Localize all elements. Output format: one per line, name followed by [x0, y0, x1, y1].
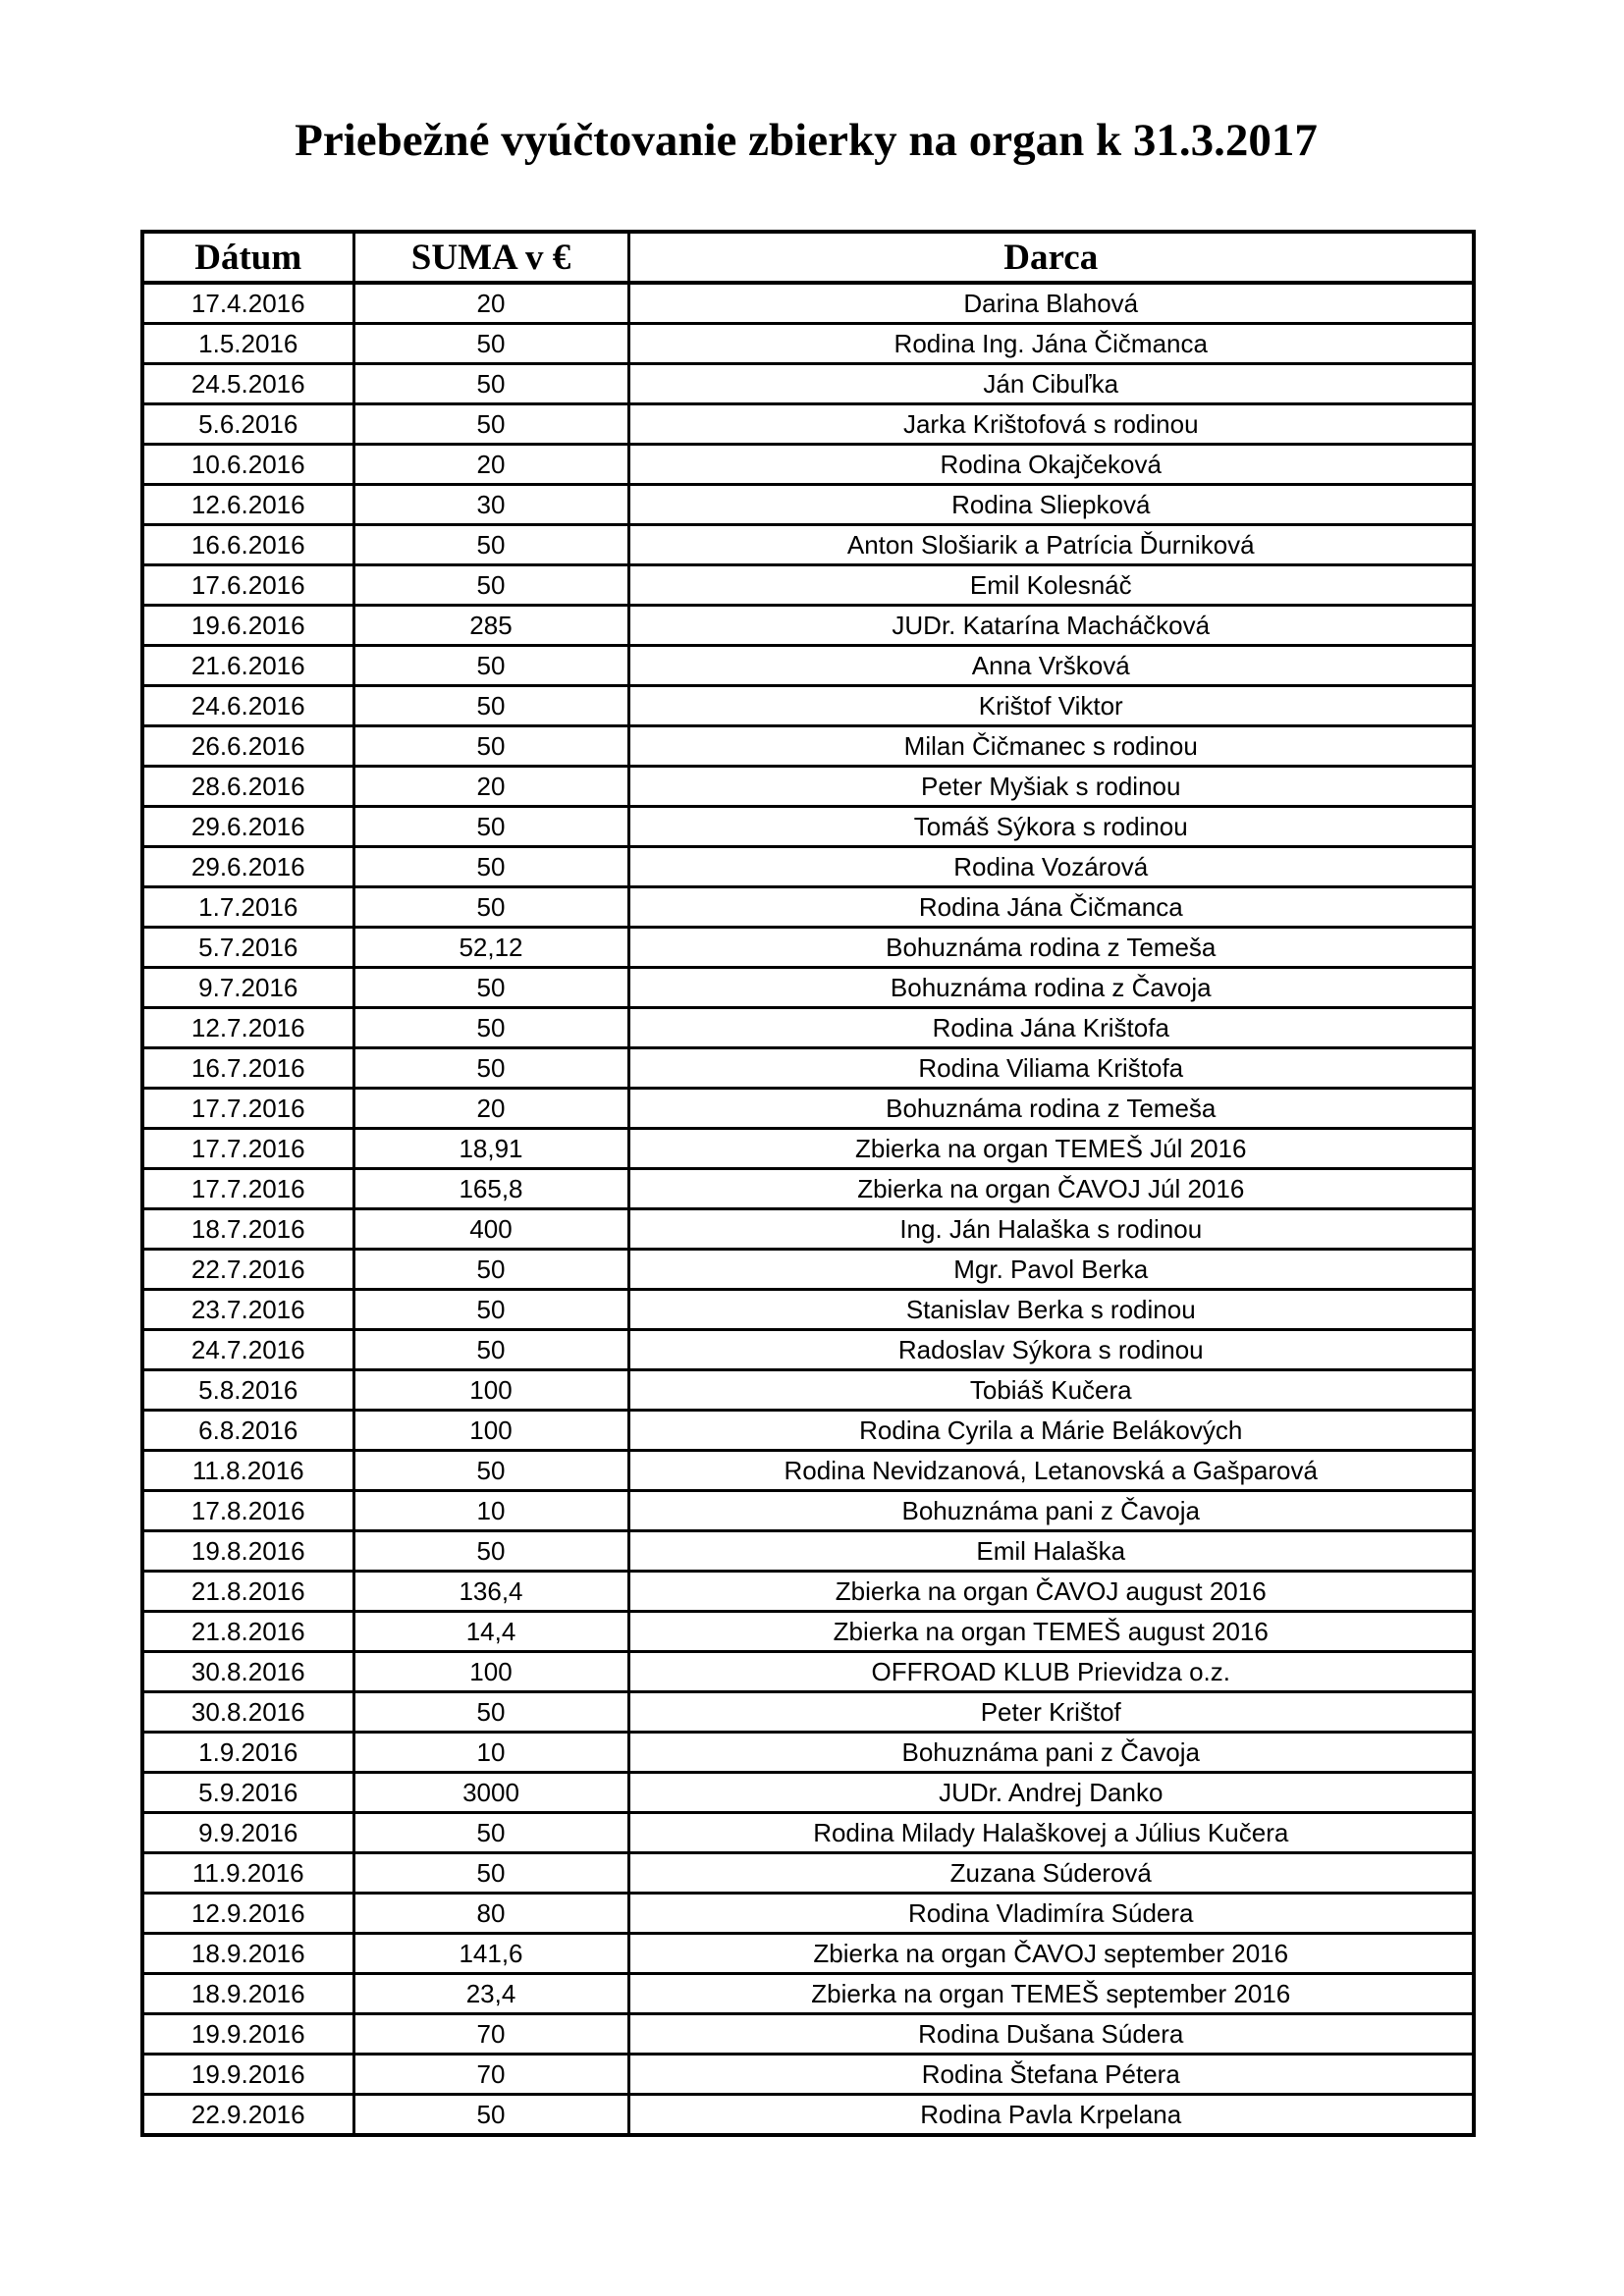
amount-cell: 20 [353, 283, 628, 324]
table-row [142, 686, 1474, 726]
date-cell: 1.9.2016 [142, 1733, 353, 1773]
table-row [142, 1451, 1474, 1491]
table-row [142, 565, 1474, 606]
donor-cell: Rodina Sliepková [628, 485, 1474, 525]
table-row [142, 485, 1474, 525]
table-row [142, 1853, 1474, 1894]
donor-cell: Mgr. Pavol Berka [628, 1250, 1474, 1290]
date-cell: 9.7.2016 [142, 968, 353, 1008]
donor-cell: Rodina Vladimíra Súdera [628, 1894, 1474, 1934]
donor-cell: Emil Kolesnáč [628, 565, 1474, 606]
amount-cell: 50 [353, 847, 628, 887]
table-row [142, 1652, 1474, 1692]
table-row [142, 726, 1474, 767]
donor-cell: Rodina Vozárová [628, 847, 1474, 887]
table-row [142, 1169, 1474, 1209]
amount-cell: 50 [353, 525, 628, 565]
date-cell: 12.6.2016 [142, 485, 353, 525]
table-row [142, 1612, 1474, 1652]
date-cell: 19.9.2016 [142, 2014, 353, 2055]
date-cell: 9.9.2016 [142, 1813, 353, 1853]
date-cell: 12.9.2016 [142, 1894, 353, 1934]
donor-cell: Zbierka na organ ČAVOJ Júl 2016 [628, 1169, 1474, 1209]
donor-cell: JUDr. Andrej Danko [628, 1773, 1474, 1813]
date-cell: 24.6.2016 [142, 686, 353, 726]
header-donor: Darca [628, 232, 1474, 283]
date-cell: 5.6.2016 [142, 404, 353, 445]
amount-cell: 18,91 [353, 1129, 628, 1169]
table-row [142, 807, 1474, 847]
table-row [142, 1048, 1474, 1089]
donor-cell: Ing. Ján Halaška s rodinou [628, 1209, 1474, 1250]
table-row [142, 1491, 1474, 1531]
donor-cell: Rodina Cyrila a Márie Belákových [628, 1411, 1474, 1451]
table-row [142, 2055, 1474, 2095]
table-row [142, 847, 1474, 887]
date-cell: 16.7.2016 [142, 1048, 353, 1089]
date-cell: 19.9.2016 [142, 2055, 353, 2095]
amount-cell: 50 [353, 1250, 628, 1290]
date-cell: 29.6.2016 [142, 847, 353, 887]
amount-cell: 141,6 [353, 1934, 628, 1974]
date-cell: 30.8.2016 [142, 1692, 353, 1733]
amount-cell: 30 [353, 485, 628, 525]
donor-cell: Peter Myšiak s rodinou [628, 767, 1474, 807]
table-row [142, 1290, 1474, 1330]
date-cell: 18.7.2016 [142, 1209, 353, 1250]
amount-cell: 20 [353, 767, 628, 807]
date-cell: 11.9.2016 [142, 1853, 353, 1894]
table-row [142, 2095, 1474, 2136]
date-cell: 28.6.2016 [142, 767, 353, 807]
date-cell: 22.7.2016 [142, 1250, 353, 1290]
table-row [142, 1250, 1474, 1290]
date-cell: 17.7.2016 [142, 1129, 353, 1169]
amount-cell: 50 [353, 1692, 628, 1733]
amount-cell: 10 [353, 1491, 628, 1531]
amount-cell: 50 [353, 1451, 628, 1491]
date-cell: 30.8.2016 [142, 1652, 353, 1692]
amount-cell: 50 [353, 404, 628, 445]
table-header [142, 232, 1474, 283]
amount-cell: 80 [353, 1894, 628, 1934]
table-row [142, 445, 1474, 485]
donor-cell: Bohuznáma pani z Čavoja [628, 1491, 1474, 1531]
donor-cell: Rodina Nevidzanová, Letanovská a Gašparová [628, 1451, 1474, 1491]
date-cell: 23.7.2016 [142, 1290, 353, 1330]
table-row [142, 1773, 1474, 1813]
date-cell: 24.7.2016 [142, 1330, 353, 1370]
date-cell: 1.7.2016 [142, 887, 353, 928]
donor-cell: Darina Blahová [628, 283, 1474, 324]
table-row [142, 364, 1474, 404]
amount-cell: 50 [353, 565, 628, 606]
donor-cell: Zbierka na organ TEMEŠ Júl 2016 [628, 1129, 1474, 1169]
date-cell: 11.8.2016 [142, 1451, 353, 1491]
amount-cell: 50 [353, 1813, 628, 1853]
amount-cell: 165,8 [353, 1169, 628, 1209]
table-row [142, 968, 1474, 1008]
date-cell: 12.7.2016 [142, 1008, 353, 1048]
donor-cell: Anna Vršková [628, 646, 1474, 686]
amount-cell: 285 [353, 606, 628, 646]
table-row [142, 1209, 1474, 1250]
table-row [142, 2014, 1474, 2055]
donor-cell: JUDr. Katarína Macháčková [628, 606, 1474, 646]
donor-cell: Emil Halaška [628, 1531, 1474, 1572]
amount-cell: 10 [353, 1733, 628, 1773]
amount-cell: 20 [353, 1089, 628, 1129]
table-row [142, 887, 1474, 928]
date-cell: 16.6.2016 [142, 525, 353, 565]
header-date: Dátum [142, 232, 353, 283]
amount-cell: 50 [353, 968, 628, 1008]
donor-cell: Rodina Jána Čičmanca [628, 887, 1474, 928]
amount-cell: 100 [353, 1411, 628, 1451]
table-row [142, 1008, 1474, 1048]
amount-cell: 50 [353, 726, 628, 767]
donor-cell: Bohuznáma pani z Čavoja [628, 1733, 1474, 1773]
donor-cell: Zbierka na organ TEMEŠ september 2016 [628, 1974, 1474, 2014]
amount-cell: 50 [353, 324, 628, 364]
date-cell: 5.9.2016 [142, 1773, 353, 1813]
table-row [142, 1572, 1474, 1612]
amount-cell: 50 [353, 1290, 628, 1330]
donor-cell: Rodina Štefana Pétera [628, 2055, 1474, 2095]
amount-cell: 20 [353, 445, 628, 485]
date-cell: 21.8.2016 [142, 1572, 353, 1612]
date-cell: 22.9.2016 [142, 2095, 353, 2136]
donations-table [140, 230, 1476, 2137]
amount-cell: 100 [353, 1652, 628, 1692]
date-cell: 19.8.2016 [142, 1531, 353, 1572]
donor-cell: Rodina Jána Krištofa [628, 1008, 1474, 1048]
table-row [142, 1330, 1474, 1370]
table-row [142, 1089, 1474, 1129]
date-cell: 21.6.2016 [142, 646, 353, 686]
date-cell: 17.7.2016 [142, 1089, 353, 1129]
amount-cell: 14,4 [353, 1612, 628, 1652]
date-cell: 17.7.2016 [142, 1169, 353, 1209]
donor-cell: Bohuznáma rodina z Temeša [628, 928, 1474, 968]
donor-cell: Radoslav Sýkora s rodinou [628, 1330, 1474, 1370]
amount-cell: 136,4 [353, 1572, 628, 1612]
date-cell: 17.4.2016 [142, 283, 353, 324]
donor-cell: Jarka Krištofová s rodinou [628, 404, 1474, 445]
table-row [142, 1733, 1474, 1773]
page-title: Priebežné vyúčtovanie zbierky na organ k 31.3.2017 [295, 115, 1318, 166]
amount-cell: 70 [353, 2014, 628, 2055]
table-row [142, 1894, 1474, 1934]
donor-cell: Rodina Viliama Krištofa [628, 1048, 1474, 1089]
amount-cell: 3000 [353, 1773, 628, 1813]
amount-cell: 50 [353, 1531, 628, 1572]
date-cell: 1.5.2016 [142, 324, 353, 364]
amount-cell: 100 [353, 1370, 628, 1411]
table-row [142, 1129, 1474, 1169]
table-row [142, 1692, 1474, 1733]
amount-cell: 50 [353, 646, 628, 686]
donor-cell: Bohuznáma rodina z Čavoja [628, 968, 1474, 1008]
amount-cell: 50 [353, 364, 628, 404]
table-row [142, 1974, 1474, 2014]
table-row [142, 1531, 1474, 1572]
donor-cell: Anton Slošiarik a Patrícia Ďurniková [628, 525, 1474, 565]
donor-cell: Krištof Viktor [628, 686, 1474, 726]
donor-cell: Stanislav Berka s rodinou [628, 1290, 1474, 1330]
amount-cell: 50 [353, 1330, 628, 1370]
table-row [142, 767, 1474, 807]
amount-cell: 50 [353, 1853, 628, 1894]
table-row [142, 1370, 1474, 1411]
donor-cell: Zbierka na organ TEMEŠ august 2016 [628, 1612, 1474, 1652]
amount-cell: 400 [353, 1209, 628, 1250]
amount-cell: 50 [353, 686, 628, 726]
donor-cell: Rodina Ing. Jána Čičmanca [628, 324, 1474, 364]
table-row [142, 283, 1474, 324]
donor-cell: Peter Krištof [628, 1692, 1474, 1733]
date-cell: 10.6.2016 [142, 445, 353, 485]
date-cell: 5.7.2016 [142, 928, 353, 968]
date-cell: 17.8.2016 [142, 1491, 353, 1531]
donor-cell: Zbierka na organ ČAVOJ september 2016 [628, 1934, 1474, 1974]
amount-cell: 50 [353, 2095, 628, 2136]
donor-cell: Milan Čičmanec s rodinou [628, 726, 1474, 767]
donor-cell: Rodina Okajčeková [628, 445, 1474, 485]
donor-cell: Rodina Milady Halaškovej a Július Kučera [628, 1813, 1474, 1853]
table-body [142, 283, 1474, 2135]
donor-cell: OFFROAD KLUB Prievidza o.z. [628, 1652, 1474, 1692]
table-row [142, 1411, 1474, 1451]
date-cell: 19.6.2016 [142, 606, 353, 646]
date-cell: 29.6.2016 [142, 807, 353, 847]
header-row [142, 232, 1474, 283]
header-amount: SUMA v € [353, 232, 628, 283]
date-cell: 17.6.2016 [142, 565, 353, 606]
amount-cell: 70 [353, 2055, 628, 2095]
date-cell: 21.8.2016 [142, 1612, 353, 1652]
donor-cell: Tomáš Sýkora s rodinou [628, 807, 1474, 847]
table-row [142, 1813, 1474, 1853]
donor-cell: Tobiáš Kučera [628, 1370, 1474, 1411]
date-cell: 6.8.2016 [142, 1411, 353, 1451]
donor-cell: Rodina Pavla Krpelana [628, 2095, 1474, 2136]
date-cell: 5.8.2016 [142, 1370, 353, 1411]
table-row [142, 525, 1474, 565]
table-row [142, 1934, 1474, 1974]
donor-cell: Ján Cibuľka [628, 364, 1474, 404]
table-row [142, 606, 1474, 646]
donor-cell: Bohuznáma rodina z Temeša [628, 1089, 1474, 1129]
amount-cell: 50 [353, 1008, 628, 1048]
donor-cell: Rodina Dušana Súdera [628, 2014, 1474, 2055]
amount-cell: 50 [353, 887, 628, 928]
date-cell: 18.9.2016 [142, 1974, 353, 2014]
donor-cell: Zbierka na organ ČAVOJ august 2016 [628, 1572, 1474, 1612]
amount-cell: 23,4 [353, 1974, 628, 2014]
amount-cell: 50 [353, 1048, 628, 1089]
table-row [142, 646, 1474, 686]
date-cell: 18.9.2016 [142, 1934, 353, 1974]
amount-cell: 52,12 [353, 928, 628, 968]
table-row [142, 324, 1474, 364]
date-cell: 26.6.2016 [142, 726, 353, 767]
donor-cell: Zuzana Súderová [628, 1853, 1474, 1894]
amount-cell: 50 [353, 807, 628, 847]
table-row [142, 404, 1474, 445]
date-cell: 24.5.2016 [142, 364, 353, 404]
table-row [142, 928, 1474, 968]
